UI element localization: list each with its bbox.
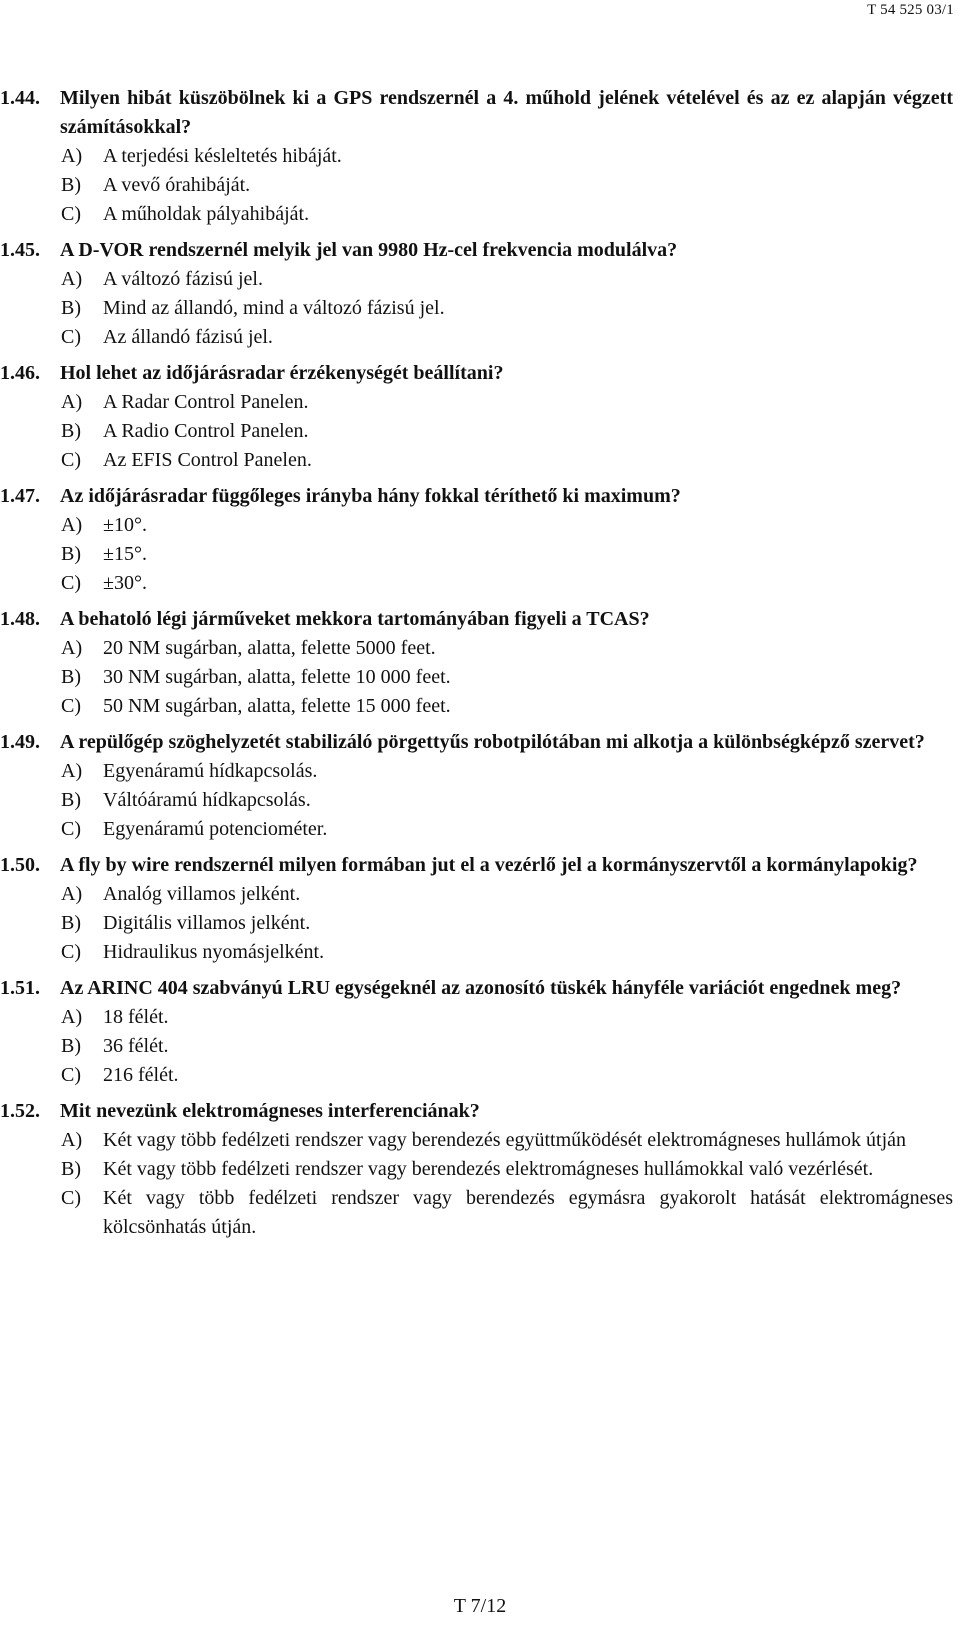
option-text: A vevő órahibáját. (103, 174, 251, 196)
option-text: A terjedési késleltetés hibáját. (103, 145, 342, 167)
option-letter: B) (61, 789, 81, 811)
question-text: Az időjárásradar függőleges irányba hány fokkal téríthető ki maximum? (60, 485, 681, 507)
option-letter: C) (61, 449, 81, 471)
question-1-49 (0, 728, 953, 844)
answer-option-a (0, 142, 953, 171)
question-number: 1.52. (0, 1100, 40, 1122)
option-text: A Radio Control Panelen. (103, 420, 309, 442)
answer-option-a (0, 388, 953, 417)
option-letter: C) (61, 1064, 81, 1086)
question-1-52 (0, 1097, 953, 1242)
option-letter: C) (61, 941, 81, 963)
option-text: ±10°. (103, 514, 147, 536)
question-list (0, 84, 953, 1249)
option-letter: A) (61, 1129, 83, 1151)
option-text: Két vagy több fedélzeti rendszer vagy berendezés együttműködését elektromágneses hullámok útján (103, 1129, 907, 1151)
option-text: Mind az állandó, mind a változó fázisú jel. (103, 297, 445, 319)
question-1-44 (0, 84, 953, 229)
option-letter: C) (61, 1187, 81, 1209)
option-text: Digitális villamos jelként. (103, 912, 311, 934)
question-text: A D-VOR rendszernél melyik jel van 9980 Hz-cel frekvencia modulálva? (60, 239, 678, 261)
question-number: 1.45. (0, 239, 40, 261)
option-letter: C) (61, 203, 81, 225)
question-1-51 (0, 974, 953, 1090)
question-text: A repülőgép szöghelyzetét stabilizáló pörgettyűs robotpilótában mi alkotja a különbségképző szervet? (60, 731, 925, 753)
option-letter: C) (61, 572, 81, 594)
answer-option-a (0, 757, 953, 786)
answer-option-c (0, 692, 953, 721)
answer-option-b (0, 540, 953, 569)
option-text: 30 NM sugárban, alatta, felette 10 000 feet. (103, 666, 451, 688)
answer-option-c (0, 938, 953, 967)
answer-option-c (0, 569, 953, 598)
option-letter: A) (61, 268, 83, 290)
question-number: 1.47. (0, 485, 40, 507)
answer-option-a (0, 634, 953, 663)
question-1-45 (0, 236, 953, 352)
answer-option-b (0, 1155, 953, 1184)
option-letter: B) (61, 543, 81, 565)
answer-option-a (0, 265, 953, 294)
answer-option-b (0, 786, 953, 815)
answer-option-c (0, 446, 953, 475)
question-text: Mit nevezünk elektromágneses interferenciának? (60, 1100, 480, 1122)
option-letter: A) (61, 514, 83, 536)
option-letter: A) (61, 391, 83, 413)
answer-option-c (0, 200, 953, 229)
option-text: 20 NM sugárban, alatta, felette 5000 feet. (103, 637, 436, 659)
option-text: 18 félét. (103, 1006, 169, 1028)
option-letter: A) (61, 1006, 83, 1028)
answer-option-a (0, 880, 953, 909)
option-text: A műholdak pályahibáját. (103, 203, 310, 225)
page-number: T 7/12 (453, 1595, 507, 1617)
option-text: Az EFIS Control Panelen. (103, 449, 312, 471)
option-text: A Radar Control Panelen. (103, 391, 309, 413)
question-text: Az ARINC 404 szabványú LRU egységeknél az azonosító tüskék hányféle variációt engednek meg? (60, 977, 902, 999)
option-letter: C) (61, 695, 81, 717)
option-letter: A) (61, 883, 83, 905)
option-text: ±15°. (103, 543, 147, 565)
option-letter: A) (61, 637, 83, 659)
option-letter: B) (61, 666, 81, 688)
option-text: Váltóáramú hídkapcsolás. (103, 789, 311, 811)
question-number: 1.44. (0, 87, 40, 109)
answer-option-a (0, 1003, 953, 1032)
option-text: Az állandó fázisú jel. (103, 326, 273, 348)
document-code: T 54 525 03/1 (867, 2, 954, 18)
question-1-50 (0, 851, 953, 967)
question-1-46 (0, 359, 953, 475)
question-text: A behatoló légi járműveket mekkora tartományában figyeli a TCAS? (60, 608, 650, 630)
option-letter: A) (61, 145, 83, 167)
option-text: Két vagy több fedélzeti rendszer vagy berendezés egymásra gyakorolt hatását elektromágneses kölcsönhatás útján. (103, 1187, 953, 1238)
option-text: ±30°. (103, 572, 147, 594)
question-text: A fly by wire rendszernél milyen formában jut el a vezérlő jel a kormányszervtől a kormánylapokig? (60, 854, 918, 876)
option-letter: B) (61, 1158, 81, 1180)
answer-option-a (0, 511, 953, 540)
option-text: A változó fázisú jel. (103, 268, 263, 290)
answer-option-b (0, 1032, 953, 1061)
answer-option-a (0, 1126, 953, 1155)
answer-option-b (0, 909, 953, 938)
option-text: Analóg villamos jelként. (103, 883, 301, 905)
question-1-48 (0, 605, 953, 721)
question-number: 1.46. (0, 362, 40, 384)
option-text: Két vagy több fedélzeti rendszer vagy berendezés elektromágneses hullámokkal való vezérlését. (103, 1158, 874, 1180)
answer-option-b (0, 417, 953, 446)
answer-option-c (0, 815, 953, 844)
option-letter: C) (61, 326, 81, 348)
option-text: Egyenáramú hídkapcsolás. (103, 760, 318, 782)
answer-option-c (0, 1061, 953, 1090)
answer-option-c (0, 1184, 953, 1242)
option-text: Egyenáramú potenciométer. (103, 818, 328, 840)
answer-option-b (0, 663, 953, 692)
option-text: Hidraulikus nyomásjelként. (103, 941, 325, 963)
option-letter: B) (61, 912, 81, 934)
answer-option-b (0, 294, 953, 323)
answer-option-c (0, 323, 953, 352)
option-text: 50 NM sugárban, alatta, felette 15 000 feet. (103, 695, 451, 717)
option-text: 36 félét. (103, 1035, 169, 1057)
option-letter: B) (61, 297, 81, 319)
answer-option-b (0, 171, 953, 200)
option-text: 216 félét. (103, 1064, 179, 1086)
option-letter: B) (61, 1035, 81, 1057)
question-text: Milyen hibát küszöbölnek ki a GPS rendszernél a 4. műhold jelének vételével és az ez alapján végzett számításokkal? (60, 87, 953, 138)
option-letter: A) (61, 760, 83, 782)
question-1-47 (0, 482, 953, 598)
question-number: 1.50. (0, 854, 40, 876)
option-letter: C) (61, 818, 81, 840)
option-letter: B) (61, 174, 81, 196)
option-letter: B) (61, 420, 81, 442)
question-text: Hol lehet az időjárásradar érzékenységét beállítani? (60, 362, 504, 384)
question-number: 1.51. (0, 977, 40, 999)
question-number: 1.48. (0, 608, 40, 630)
question-number: 1.49. (0, 731, 40, 753)
